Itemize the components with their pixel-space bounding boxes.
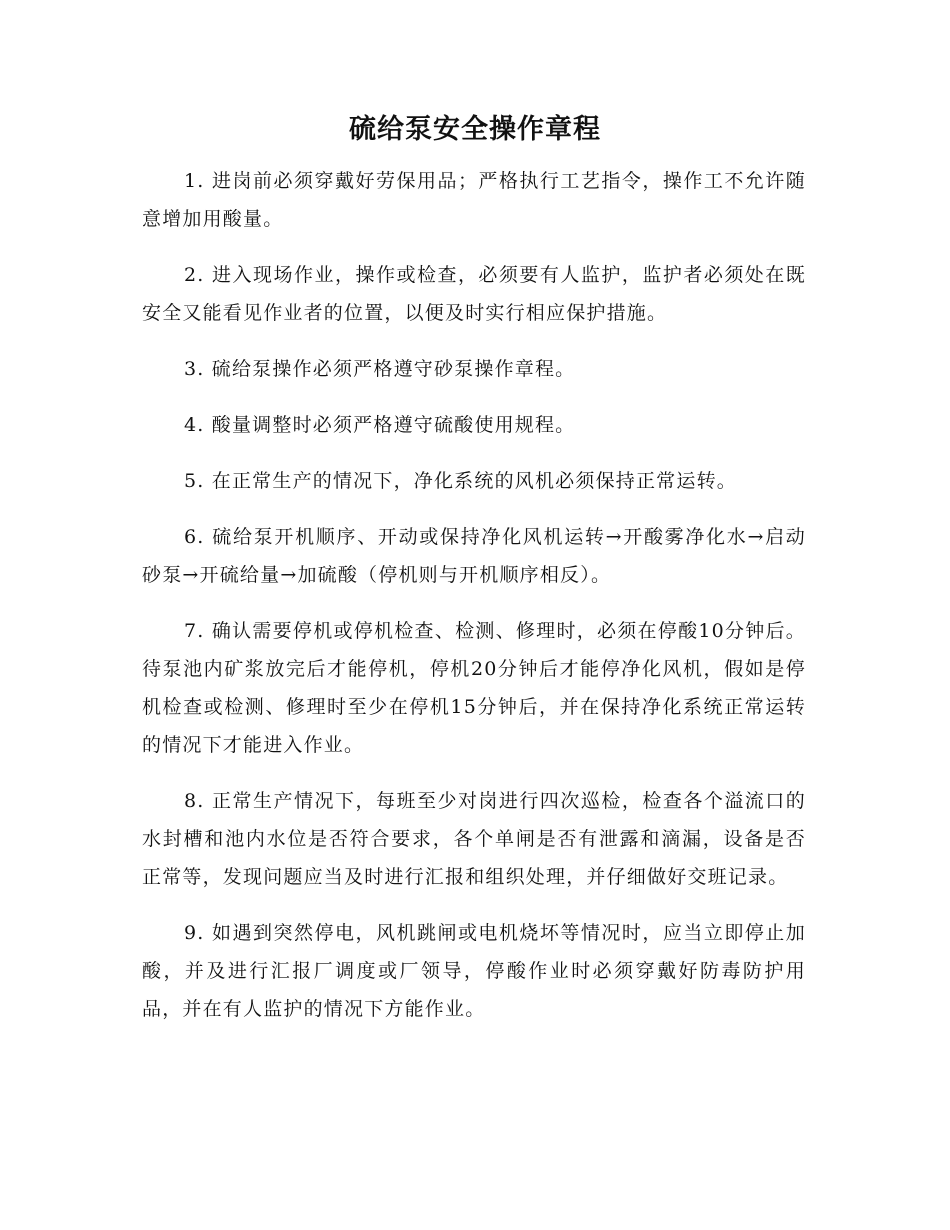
- paragraph-2: 2. 进入现场作业，操作或检查，必须要有人监护，监护者必须处在既安全又能看见作业者的位置，以便及时实行相应保护措施。: [142, 264, 806, 324]
- paragraph-7: 7. 确认需要停机或停机检查、检测、修理时，必须在停酸10分钟后。待泵池内矿浆放完后才能停机，停机20分钟后才能停净化风机，假如是停机检查或检测、修理时至少在停机15分钟后，并在保持净化系统正常运转的情况下才能进入作业。: [142, 620, 806, 756]
- document-body: [142, 162, 806, 1046]
- paragraph-8: 8. 正常生产情况下，每班至少对岗进行四次巡检，检查各个溢流口的水封槽和池内水位是否符合要求，各个单闸是否有泄露和滴漏，设备是否正常等，发现问题应当及时进行汇报和组织处理，并仔细做好交班记录。: [142, 790, 806, 888]
- paragraph-9: 9. 如遇到突然停电，风机跳闸或电机烧坏等情况时，应当立即停止加酸，并及进行汇报厂调度或厂领导，停酸作业时必须穿戴好防毒防护用品，并在有人监护的情况下方能作业。: [142, 922, 806, 1020]
- document-title: 硫给泵安全操作章程: [349, 114, 601, 145]
- paragraph-6: 6. 硫给泵开机顺序、开动或保持净化风机运转→开酸雾净化水→启动砂泵→开硫给量→加硫酸（停机则与开机顺序相反）。: [142, 526, 806, 586]
- paragraph-4: 4. 酸量调整时必须严格遵守硫酸使用规程。: [184, 414, 576, 436]
- paragraph-5: 5. 在正常生产的情况下，净化系统的风机必须保持正常运转。: [184, 470, 737, 492]
- paragraph-3: 3. 硫给泵操作必须严格遵守砂泵操作章程。: [184, 358, 576, 380]
- paragraph-1: 1. 进岗前必须穿戴好劳保用品；严格执行工艺指令，操作工不允许随意增加用酸量。: [142, 170, 806, 230]
